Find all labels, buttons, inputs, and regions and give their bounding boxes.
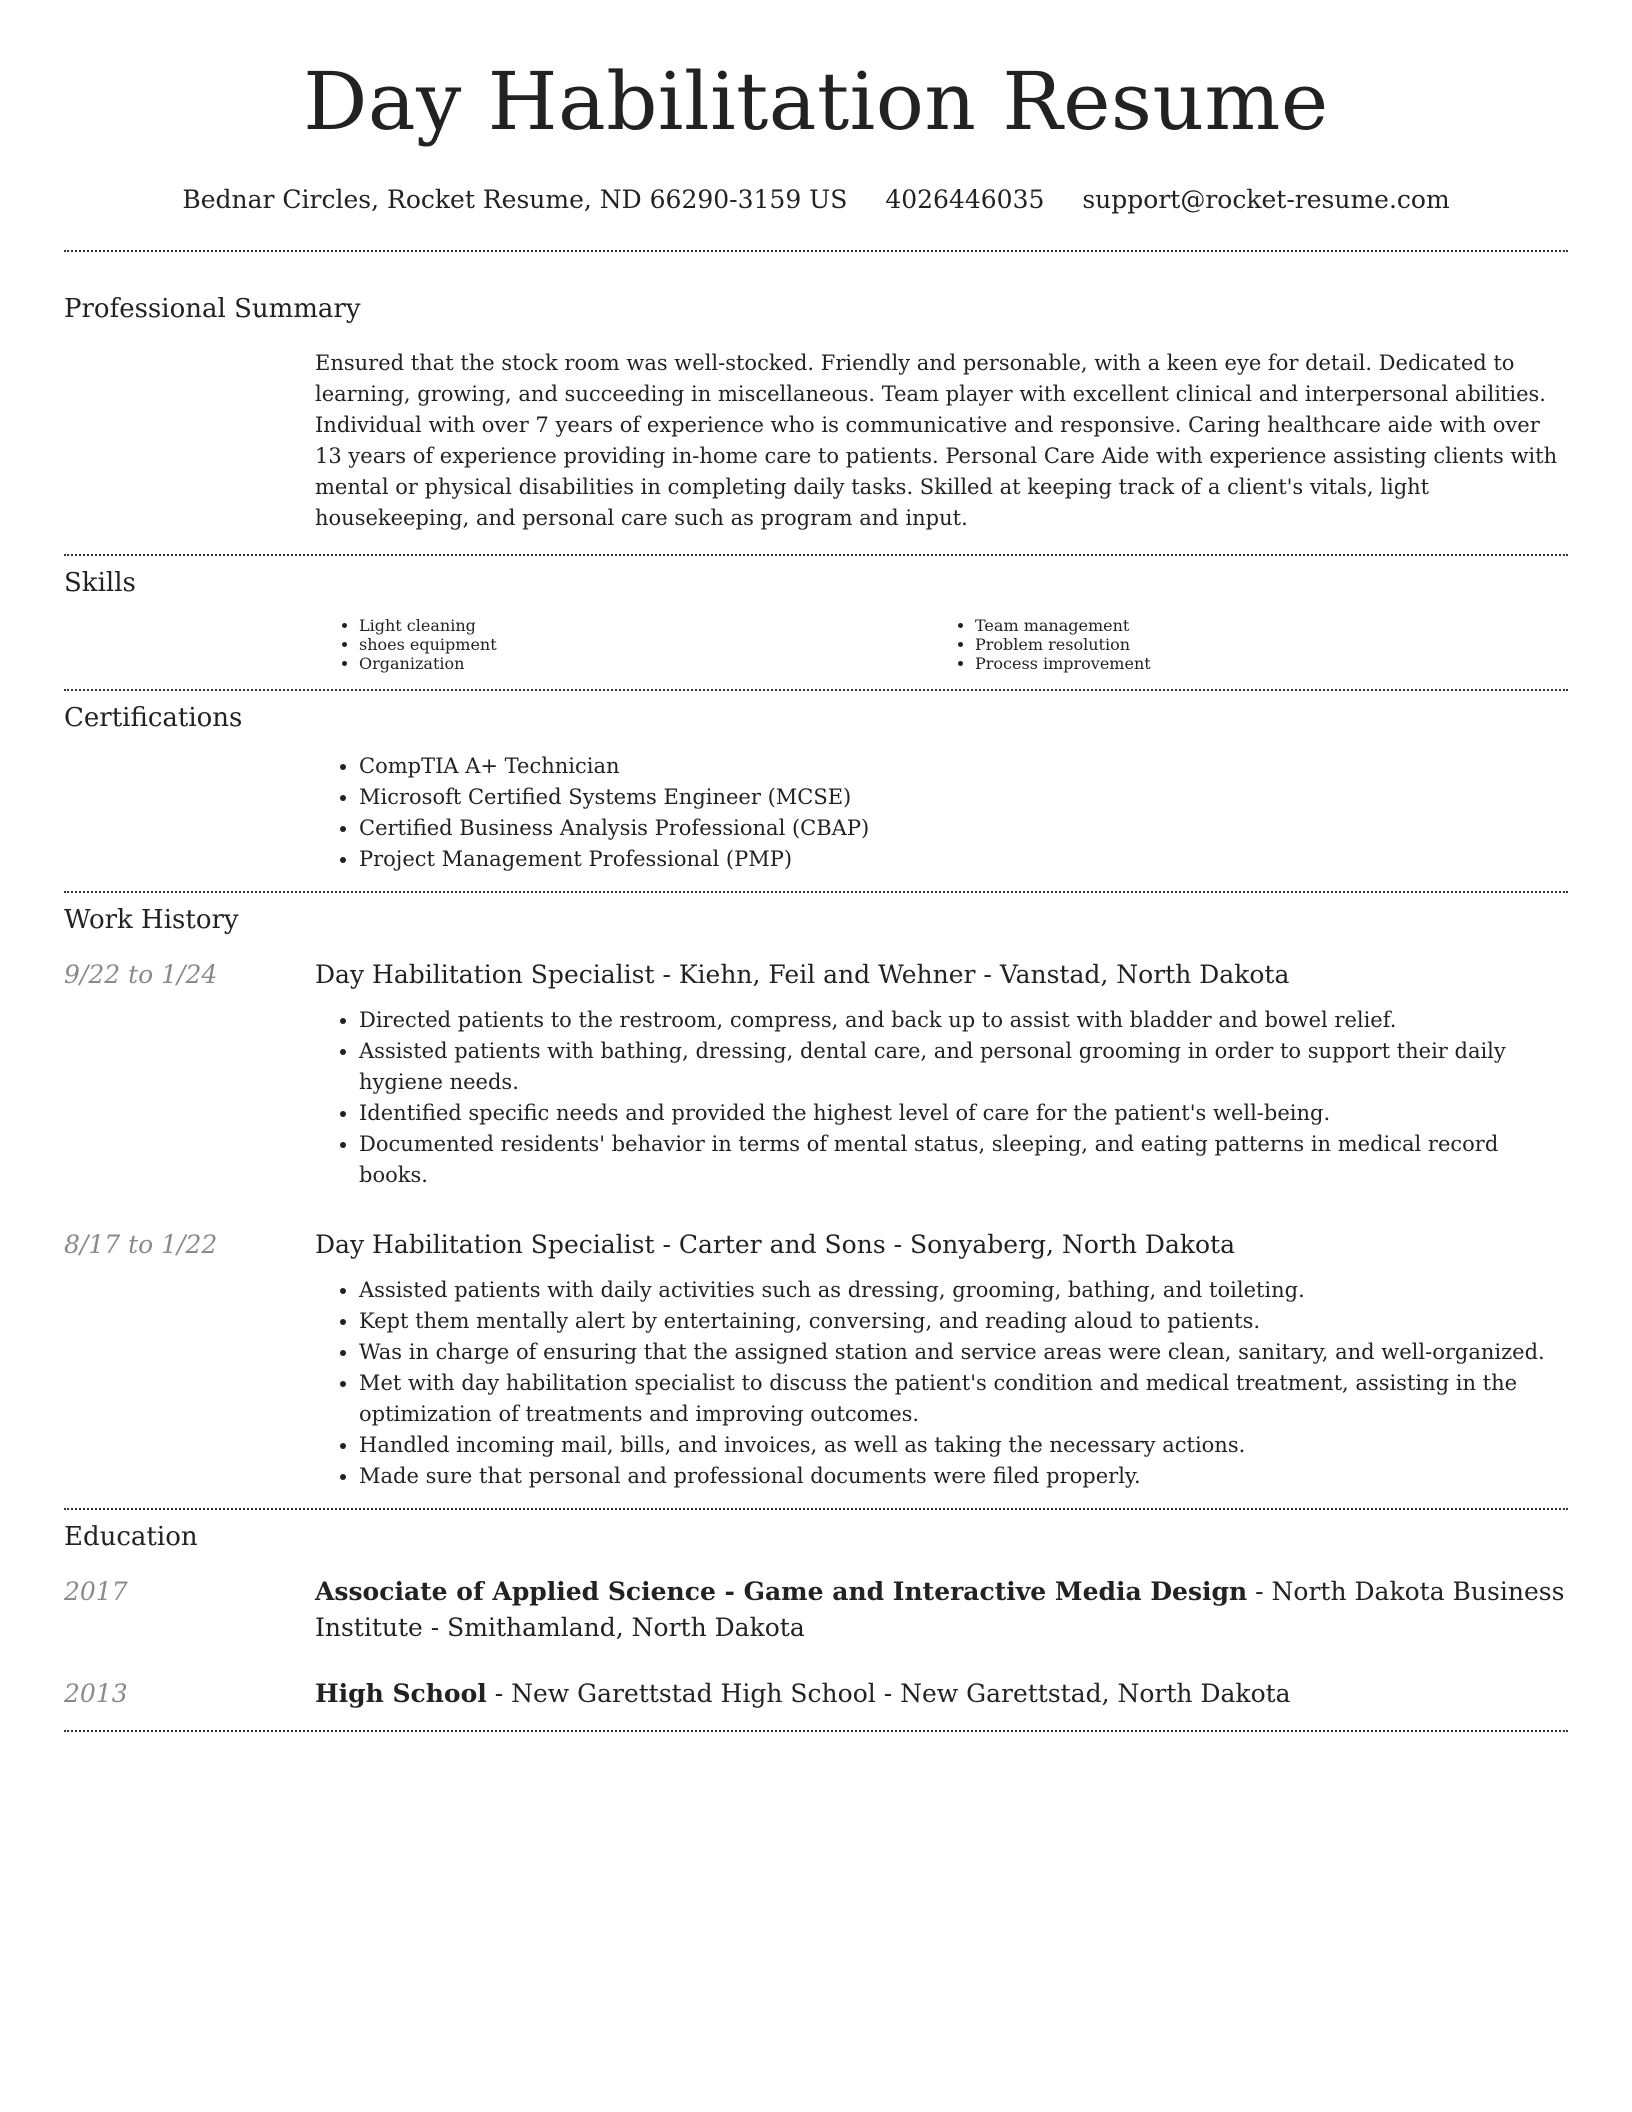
job-duty: • Directed patients to the restroom, compress, and back up to assist with bladder and bowel relief. <box>359 1005 1568 1036</box>
job-dates: 9/22 to 1/24 <box>64 960 218 989</box>
skill-item: • Team management <box>975 616 1547 635</box>
job-duties <box>315 1275 1568 1492</box>
job-employer-location: - Carter and Sons - Sonyaberg, North Dakota <box>654 1230 1236 1259</box>
job-duty: • Identified specific needs and provided the highest level of care for the patient's well-being. <box>359 1098 1568 1129</box>
resume-title: Day Habilitation Resume <box>303 55 1329 148</box>
divider <box>64 1730 1568 1732</box>
contact-phone: 4026446035 <box>885 185 1045 214</box>
certification-item: • Certified Business Analysis Professional (CBAP) <box>359 813 1568 844</box>
education-details <box>315 1574 1568 1646</box>
section-title-education: Education <box>64 1522 198 1552</box>
contact-line <box>64 184 1568 216</box>
job-entry <box>64 957 1568 1191</box>
job-employer-location: - Kiehn, Feil and Wehner - Vanstad, North Dakota <box>654 960 1290 989</box>
job-duty: • Documented residents' behavior in terms of mental status, sleeping, and eating patterns in medical record books. <box>359 1129 1568 1191</box>
skill-item: • Process improvement <box>975 654 1547 673</box>
job-header <box>315 1227 1568 1263</box>
education-school-location: - North Dakota Business Institute - Smithamland, North Dakota <box>315 1577 1565 1642</box>
section-title-summary: Professional Summary <box>64 294 361 324</box>
summary-text: Ensured that the stock room was well-stocked. Friendly and personable, with a keen eye for detail. Dedicated to learning, growing, and succeeding in miscellaneous. Team player with excellent clinical and interpersonal abilities. Individual with over 7 years of experience who is communicative and responsive. Caring healthcare aide with over 13 years of experience providing in-home care to patients. Personal Care Aide with experience assisting clients with mental or physical disabilities in completing daily tasks. Skilled at keeping track of a client's vitals, light housekeeping, and personal care such as program and input. <box>315 351 1558 530</box>
job-details <box>315 957 1568 1191</box>
education-year: 2013 <box>64 1679 128 1708</box>
job-duty: • Made sure that personal and professional documents were filed properly. <box>359 1461 1568 1492</box>
work-history-section <box>64 893 1568 1492</box>
education-section <box>64 1510 1568 1712</box>
education-degree: High School <box>315 1679 487 1708</box>
certifications-list <box>315 751 1568 875</box>
job-duties <box>315 1005 1568 1191</box>
section-title-certifications: Certifications <box>64 703 243 733</box>
education-year: 2017 <box>64 1577 128 1606</box>
section-title-skills: Skills <box>64 568 136 598</box>
certification-item: • Microsoft Certified Systems Engineer (MCSE) <box>359 782 1568 813</box>
job-duty: • Kept them mentally alert by entertaining, conversing, and reading aloud to patients. <box>359 1306 1568 1337</box>
skills-list-right <box>931 616 1547 673</box>
job-entry <box>64 1227 1568 1492</box>
job-duty: • Assisted patients with bathing, dressing, dental care, and personal grooming in order to support their daily hygiene needs. <box>359 1036 1568 1098</box>
contact-email: support@rocket-resume.com <box>1082 185 1450 214</box>
job-duty: • Assisted patients with daily activities such as dressing, grooming, bathing, and toileting. <box>359 1275 1568 1306</box>
education-degree: Associate of Applied Science - Game and Interactive Media Design <box>315 1577 1248 1606</box>
contact-address: Bednar Circles, Rocket Resume, ND 66290-3159 US <box>182 185 848 214</box>
skills-list-left <box>315 616 931 673</box>
job-details <box>315 1227 1568 1492</box>
job-title: Day Habilitation Specialist <box>315 1230 655 1259</box>
summary-section <box>64 252 1568 534</box>
education-entry <box>64 1574 1568 1646</box>
certification-item: • Project Management Professional (PMP) <box>359 844 1568 875</box>
education-details <box>315 1676 1568 1712</box>
skill-item: • shoes equipment <box>359 635 931 654</box>
skill-item: • Organization <box>359 654 931 673</box>
job-header <box>315 957 1568 993</box>
section-title-work-history: Work History <box>64 905 239 935</box>
skills-section <box>64 556 1568 673</box>
skill-item: • Problem resolution <box>975 635 1547 654</box>
job-duty: • Handled incoming mail, bills, and invoices, as well as taking the necessary actions. <box>359 1430 1568 1461</box>
certifications-body <box>315 751 1568 875</box>
certification-item: • CompTIA A+ Technician <box>359 751 1568 782</box>
job-duty: • Met with day habilitation specialist to discuss the patient's condition and medical treatment, assisting in the optimization of treatments and improving outcomes. <box>359 1368 1568 1430</box>
skills-grid <box>315 616 1568 673</box>
job-duty: • Was in charge of ensuring that the assigned station and service areas were clean, sanitary, and well-organized. <box>359 1337 1568 1368</box>
skill-item: • Light cleaning <box>359 616 931 635</box>
job-title: Day Habilitation Specialist <box>315 960 655 989</box>
certifications-section <box>64 691 1568 875</box>
job-dates: 8/17 to 1/22 <box>64 1230 218 1259</box>
education-school-location: - New Garettstad High School - New Garettstad, North Dakota <box>486 1679 1291 1708</box>
education-entry <box>64 1676 1568 1712</box>
